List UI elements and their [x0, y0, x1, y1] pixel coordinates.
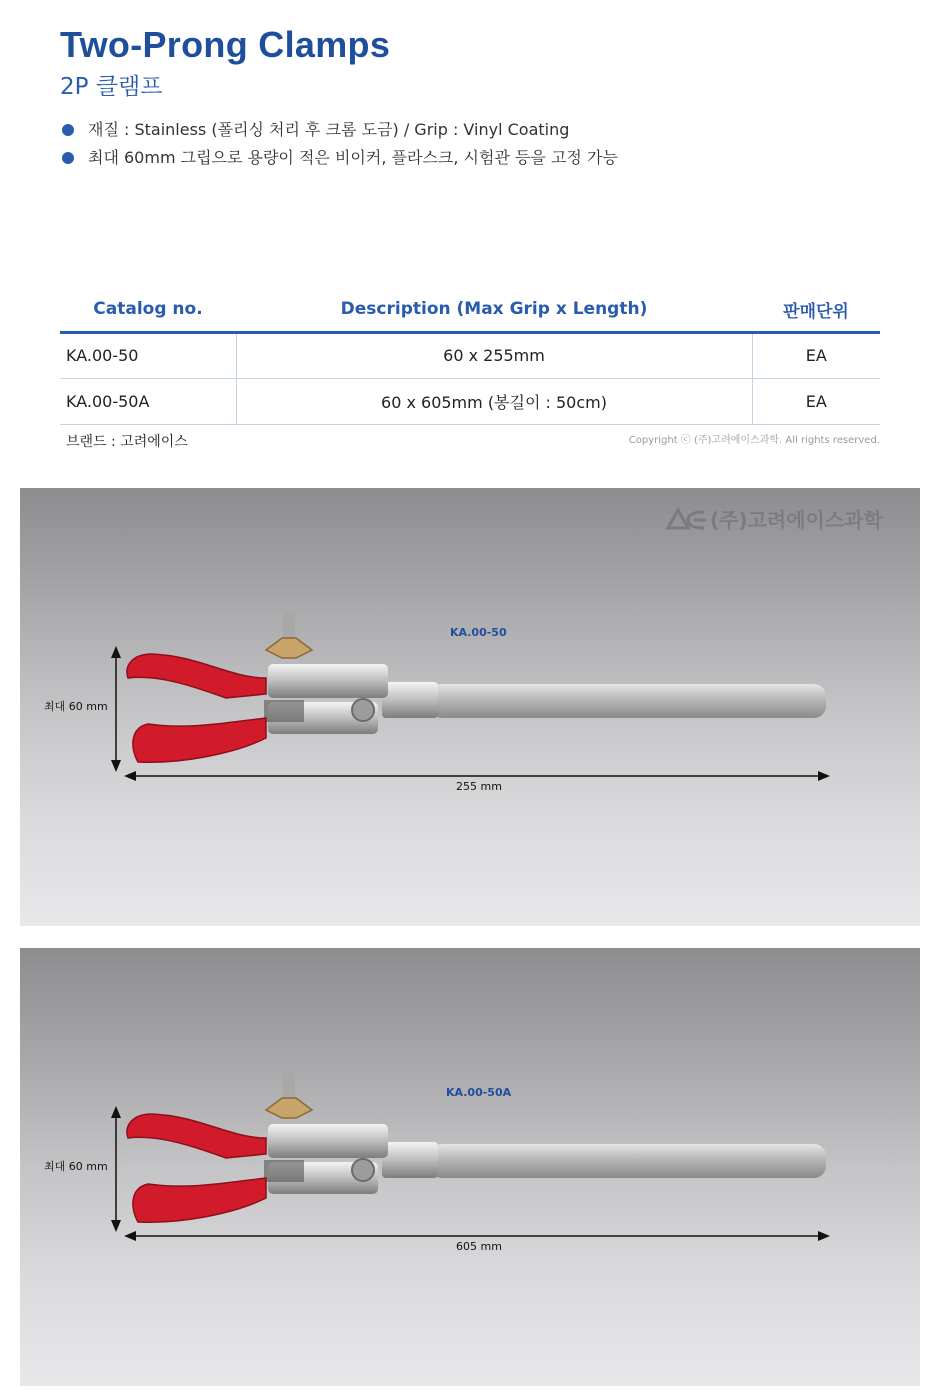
rod-sleeve: [382, 682, 438, 718]
wing-nut-icon: [266, 1098, 312, 1118]
column-header-unit: 판매단위: [752, 288, 880, 332]
feature-item: [60, 144, 618, 172]
catalog-table: [60, 288, 880, 425]
bullet-dot-icon: [62, 152, 74, 164]
grip-dimension-label: 최대 60 mm: [44, 1160, 108, 1173]
length-dimension-label: 255 mm: [456, 780, 502, 793]
upper-grip-icon: [127, 654, 266, 698]
clamp-rod: [430, 684, 826, 718]
rod-sleeve: [382, 1142, 438, 1178]
feature-text: 최대 60mm 그립으로 용량이 적은 비이커, 플라스크, 시험관 등을 고정 가능: [88, 148, 618, 167]
description-cell: 60 x 255mm: [236, 332, 752, 378]
table-row: [60, 332, 880, 378]
clamp-illustration: [20, 948, 920, 1386]
clamp-rod: [430, 1144, 826, 1178]
page-subtitle: 2P 클램프: [60, 74, 163, 100]
company-logo-watermark: [668, 508, 884, 532]
table-row: [60, 378, 880, 424]
clamp-illustration: [20, 488, 920, 926]
lower-grip-icon: [133, 718, 266, 762]
lower-grip-icon: [133, 1178, 266, 1222]
catalog-cell: KA.00-50A: [60, 378, 236, 424]
bullet-dot-icon: [62, 124, 74, 136]
column-header-catalog: Catalog no.: [60, 288, 236, 332]
grip-dimension-label: 최대 60 mm: [44, 700, 108, 713]
brand-label: 브랜드 : 고려에이스: [66, 434, 188, 450]
unit-cell: EA: [752, 378, 880, 424]
catalog-cell: KA.00-50: [60, 332, 236, 378]
feature-text: 재질 : Stainless (폴리싱 처리 후 크롬 도금) / Grip : Vinyl Coating: [88, 120, 570, 139]
catalog-label: KA.00-50A: [446, 1086, 512, 1099]
catalog-label: KA.00-50: [450, 626, 507, 639]
feature-list: [60, 116, 618, 172]
watermark-text: (주)고려에이스과학: [710, 508, 883, 532]
unit-cell: EA: [752, 332, 880, 378]
table-header-row: [60, 288, 880, 332]
page-title: Two-Prong Clamps: [60, 24, 391, 65]
product-photo-2: [20, 948, 920, 1386]
wing-nut-icon: [266, 638, 312, 658]
length-dimension-label: 605 mm: [456, 1240, 502, 1253]
product-photo-1: [20, 488, 920, 926]
copyright-text: Copyright ⓒ (주)고려에이스과학. All rights reserved.: [628, 435, 880, 446]
description-cell: 60 x 605mm (봉길이 : 50cm): [236, 378, 752, 424]
column-header-description: Description (Max Grip x Length): [236, 288, 752, 332]
upper-grip-icon: [127, 1114, 266, 1158]
feature-item: [60, 116, 618, 144]
